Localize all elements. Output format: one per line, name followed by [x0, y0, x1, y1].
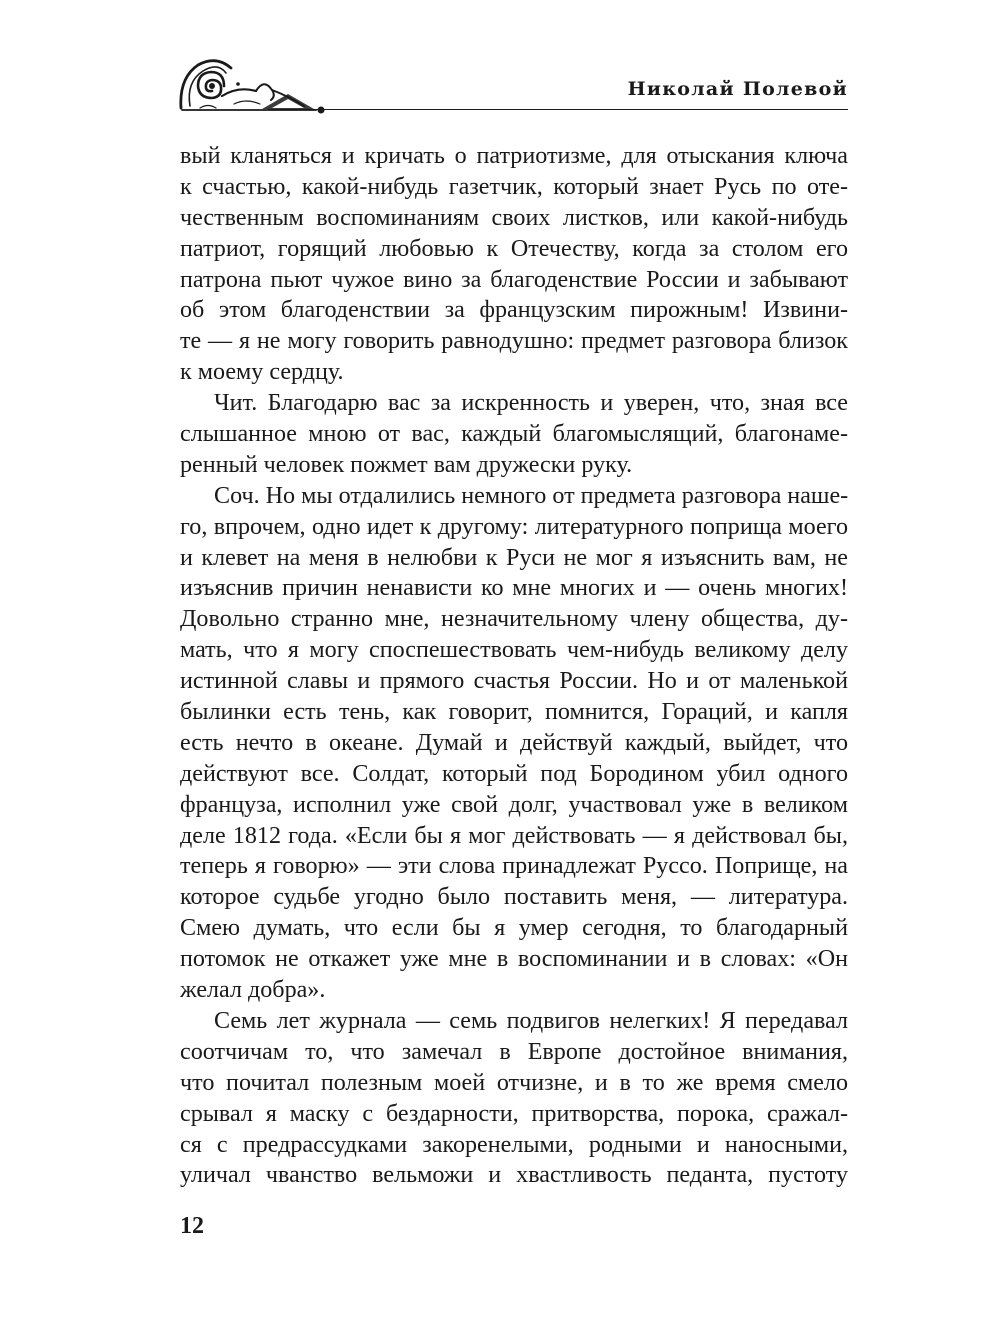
text-line: деле 1812 года. «Если бы я мог действовать — я действовал бы,: [180, 822, 848, 849]
text-line: патриот, горящий любовью к Отечеству, когда за столом его: [180, 235, 848, 262]
header-rule: [268, 109, 848, 110]
text-line: ренный человек пожмет вам дружески руку.: [180, 451, 633, 478]
text-line: действуют все. Солдат, который под Бородином убил одного: [180, 760, 848, 787]
text-line: теперь я говорю» — эти слова принадлежат Руссо. Поприще, на: [180, 853, 848, 880]
text-line: соотчичам то, что замечал в Европе достойное внимания,: [180, 1038, 848, 1065]
text-line: желал добра».: [180, 977, 326, 1004]
text-line: к моему сердцу.: [180, 359, 344, 386]
running-head-author: Николай Полевой: [627, 78, 848, 100]
text-line: те — я не могу говорить равнодушно: предмет разговора близок: [180, 328, 848, 355]
text-line: Соч. Но мы отдалились немного от предмета разговора наше-: [214, 482, 849, 509]
text-line: Довольно странно мне, незначительному члену общества, ду-: [180, 606, 848, 633]
text-line: мать, что я могу споспешествовать чем-нибудь великому делу: [180, 637, 848, 664]
text-line: патрона пьют чужое вино за благоденствие России и забывают: [180, 266, 848, 293]
text-line: потомок не откажет уже мне в воспоминании и в словах: «Он: [180, 946, 848, 973]
text-line: уличал чванство вельможи и хвастливость педанта, пустоту: [180, 1162, 848, 1189]
text-line: к счастью, какой-нибудь газетчик, который знает Русь по оте-: [180, 173, 848, 200]
page-number: 12: [180, 1213, 204, 1239]
body-text: [180, 141, 848, 1191]
text-line: Чит. Благодарю вас за искренность и уверен, что, зная все: [214, 390, 848, 417]
text-line: истинной славы и прямого счастья России. Но и от маленькой: [180, 668, 848, 695]
text-line: которое судьбе угодно было поставить меня, — литература.: [180, 884, 848, 911]
text-line: слышанное мною от вас, каждый благомыслящий, благонаме-: [180, 421, 848, 448]
text-line: изъяснив причин ненависти ко мне многих и — очень многих!: [180, 575, 848, 602]
page-header: [176, 56, 848, 116]
text-line: француза, исполнил уже свой долг, участвовал уже в великом: [180, 791, 848, 818]
scroll-ornament-icon: [176, 56, 326, 116]
text-line: го, впрочем, одно идет к другому: литературного поприща моего: [180, 513, 848, 540]
text-line: и клевет на меня в нелюбви к Руси не мог я изъяснить вам, не: [180, 544, 848, 571]
text-line: об этом благоденствии за французским пирожным! Извини-: [180, 297, 848, 324]
text-line: былинки есть тень, как говорит, помнится, Гораций, и капля: [180, 699, 848, 726]
text-line: Смею думать, что если бы я умер сегодня, то благодарный: [180, 915, 848, 942]
text-line: чественным воспоминаниям своих листков, или какой-нибудь: [180, 204, 848, 231]
text-line: срывал я маску с бездарности, притворства, порока, сражал-: [180, 1100, 848, 1127]
text-line: вый кланяться и кричать о патриотизме, для отыскания ключа: [180, 143, 848, 169]
text-line: Семь лет журнала — семь подвигов нелегких! Я передавал: [214, 1007, 848, 1034]
text-line: что почитал полезным моей отчизне, и в то же время смело: [180, 1069, 848, 1096]
text-line: есть нечто в океане. Думай и действуй каждый, выйдет, что: [180, 729, 848, 756]
text-line: ся с предрассудками закоренелыми, родными и наносными,: [180, 1131, 848, 1158]
